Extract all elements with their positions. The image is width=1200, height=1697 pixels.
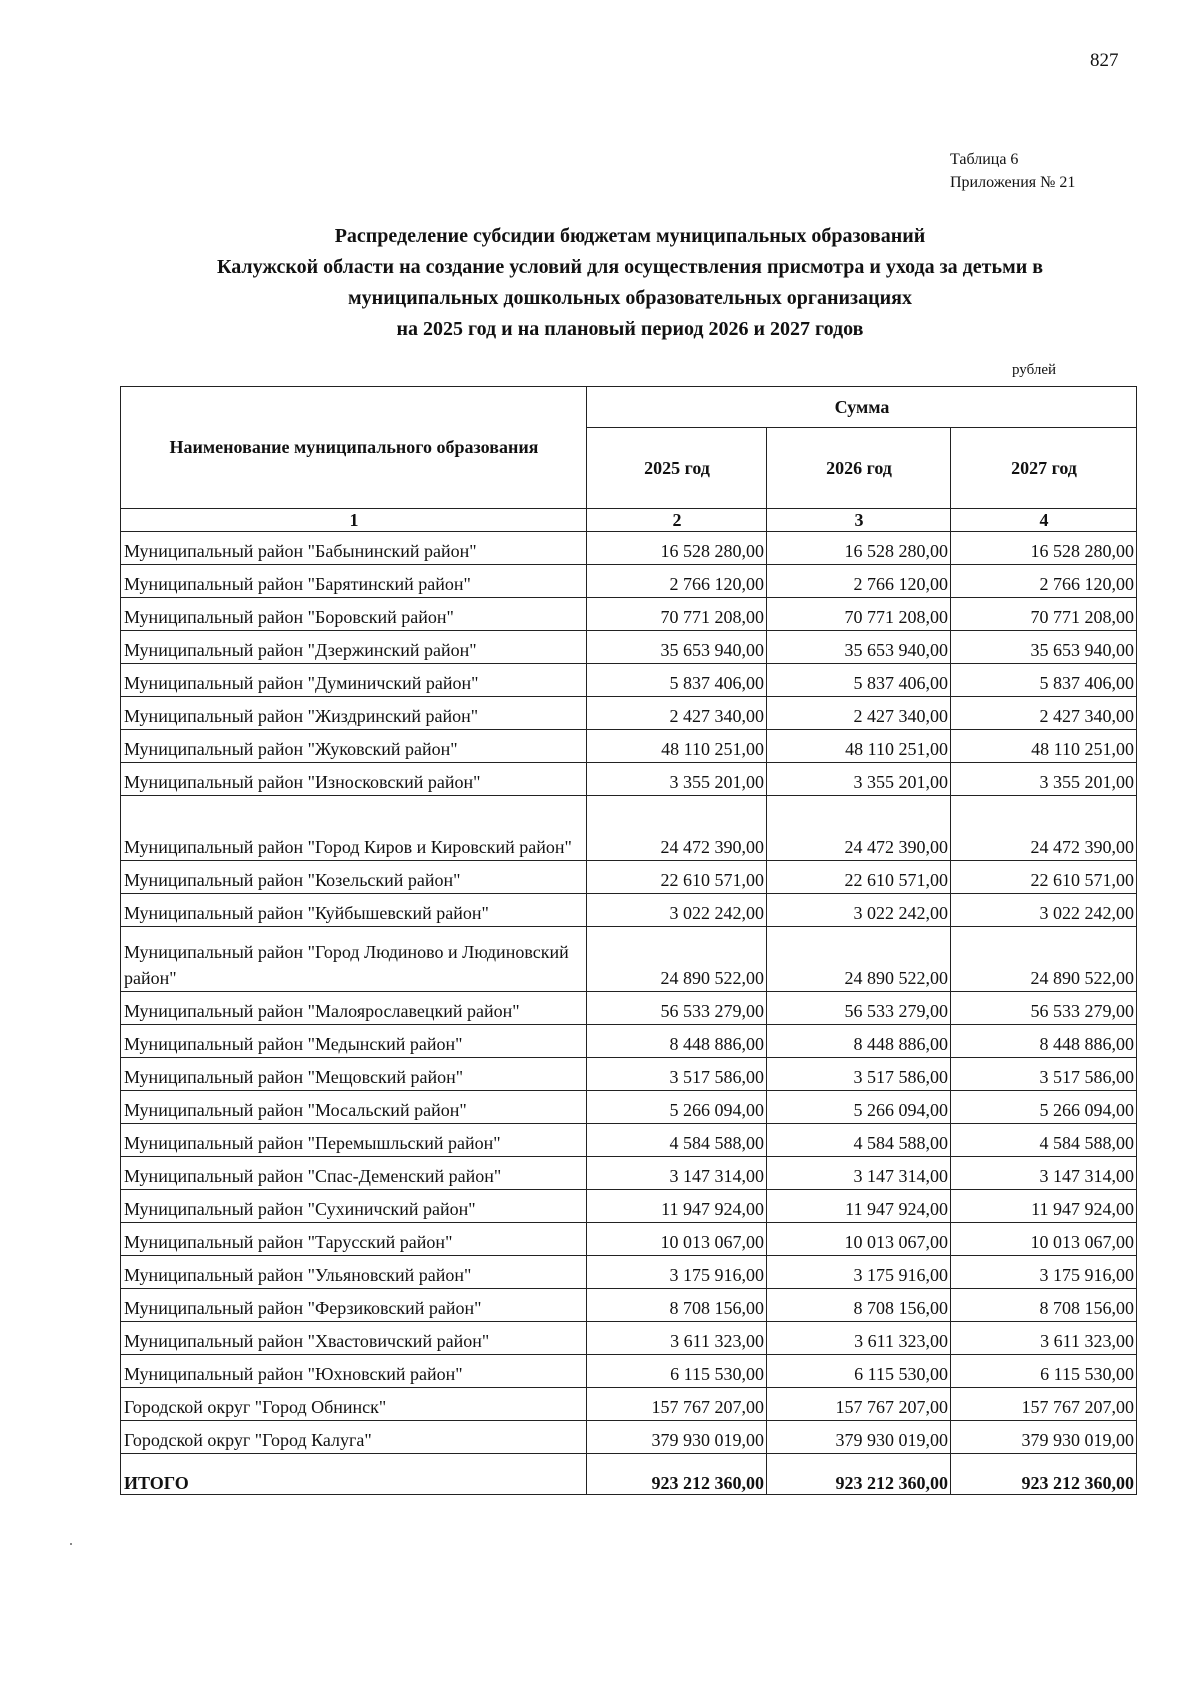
table-row (121, 1223, 1137, 1256)
table-row (121, 861, 1137, 894)
amount-2025: 3 175 916,00 (587, 1256, 767, 1289)
municipality-name: Муниципальный район "Тарусский район" (121, 1223, 587, 1256)
table-row (121, 1256, 1137, 1289)
column-number: 3 (767, 509, 951, 532)
table-row (121, 1091, 1137, 1124)
amount-2026: 2 766 120,00 (767, 565, 951, 598)
table-row (121, 1124, 1137, 1157)
table-row (121, 1025, 1137, 1058)
amount-2026: 3 517 586,00 (767, 1058, 951, 1091)
table-body (121, 532, 1137, 1454)
amount-2025: 3 611 323,00 (587, 1322, 767, 1355)
amount-2027: 11 947 924,00 (951, 1190, 1137, 1223)
municipality-name: Муниципальный район "Барятинский район" (121, 565, 587, 598)
amount-2026: 11 947 924,00 (767, 1190, 951, 1223)
amount-2025: 3 147 314,00 (587, 1157, 767, 1190)
amount-2027: 16 528 280,00 (951, 532, 1137, 565)
amount-2027: 56 533 279,00 (951, 992, 1137, 1025)
amount-2026: 5 266 094,00 (767, 1091, 951, 1124)
table-row (121, 1388, 1137, 1421)
amount-2026: 35 653 940,00 (767, 631, 951, 664)
amount-2027: 5 837 406,00 (951, 664, 1137, 697)
amount-2027: 3 517 586,00 (951, 1058, 1137, 1091)
amount-2026: 3 147 314,00 (767, 1157, 951, 1190)
amount-2025: 2 766 120,00 (587, 565, 767, 598)
total-2026: 923 212 360,00 (767, 1454, 951, 1495)
column-number: 4 (951, 509, 1137, 532)
amount-2025: 24 890 522,00 (587, 927, 767, 992)
municipality-name: Муниципальный район "Мосальский район" (121, 1091, 587, 1124)
municipality-name: Муниципальный район "Юхновский район" (121, 1355, 587, 1388)
table-row (121, 532, 1137, 565)
amount-2025: 2 427 340,00 (587, 697, 767, 730)
municipality-name: Муниципальный район "Хвастовичский район" (121, 1322, 587, 1355)
table-row (121, 992, 1137, 1025)
column-number: 1 (121, 509, 587, 532)
municipality-name: Муниципальный район "Боровский район" (121, 598, 587, 631)
amount-2025: 3 517 586,00 (587, 1058, 767, 1091)
municipality-name: Муниципальный район "Думиничский район" (121, 664, 587, 697)
title-line-2: Калужской области на создание условий для осуществления присмотра и ухода за детьми в (216, 256, 1044, 278)
amount-2027: 3 355 201,00 (951, 763, 1137, 796)
amount-2025: 16 528 280,00 (587, 532, 767, 565)
table-row (121, 1322, 1137, 1355)
municipality-name: Муниципальный район "Мещовский район" (121, 1058, 587, 1091)
amount-2025: 4 584 588,00 (587, 1124, 767, 1157)
header-year-2027: 2027 год (951, 428, 1137, 509)
municipality-name: Муниципальный район "Перемышльский район" (121, 1124, 587, 1157)
amount-2025: 157 767 207,00 (587, 1388, 767, 1421)
amount-2025: 5 837 406,00 (587, 664, 767, 697)
amount-2025: 70 771 208,00 (587, 598, 767, 631)
amount-2025: 24 472 390,00 (587, 796, 767, 861)
municipality-name: Муниципальный район "Износковский район" (121, 763, 587, 796)
amount-2025: 379 930 019,00 (587, 1421, 767, 1454)
amount-2027: 35 653 940,00 (951, 631, 1137, 664)
subsidy-table (120, 386, 1137, 1495)
table-row (121, 565, 1137, 598)
table-row (121, 1157, 1137, 1190)
amount-2027: 70 771 208,00 (951, 598, 1137, 631)
municipality-name: Муниципальный район "Сухиничский район" (121, 1190, 587, 1223)
amount-2026: 56 533 279,00 (767, 992, 951, 1025)
amount-2025: 3 355 201,00 (587, 763, 767, 796)
document-title (120, 221, 1140, 345)
page-number: 827 (1090, 50, 1119, 71)
amount-2026: 157 767 207,00 (767, 1388, 951, 1421)
total-2025: 923 212 360,00 (587, 1454, 767, 1495)
amount-2025: 8 708 156,00 (587, 1289, 767, 1322)
amount-2027: 10 013 067,00 (951, 1223, 1137, 1256)
amount-2026: 24 472 390,00 (767, 796, 951, 861)
amount-2027: 5 266 094,00 (951, 1091, 1137, 1124)
amount-2026: 48 110 251,00 (767, 730, 951, 763)
table-row (121, 894, 1137, 927)
municipality-name: Муниципальный район "Куйбышевский район" (121, 894, 587, 927)
amount-2027: 157 767 207,00 (951, 1388, 1137, 1421)
header-sum: Сумма (587, 387, 1137, 428)
column-number: 2 (587, 509, 767, 532)
amount-2026: 4 584 588,00 (767, 1124, 951, 1157)
municipality-name: Муниципальный район "Ульяновский район" (121, 1256, 587, 1289)
table-row (121, 730, 1137, 763)
table-reference-line-2: Приложения № 21 (950, 174, 1076, 191)
amount-2026: 3 355 201,00 (767, 763, 951, 796)
amount-2027: 3 022 242,00 (951, 894, 1137, 927)
municipality-name: Муниципальный район "Спас-Деменский район" (121, 1157, 587, 1190)
amount-2027: 48 110 251,00 (951, 730, 1137, 763)
table-row (121, 697, 1137, 730)
amount-2027: 8 708 156,00 (951, 1289, 1137, 1322)
amount-2026: 8 448 886,00 (767, 1025, 951, 1058)
scan-speck (70, 1543, 72, 1545)
table-row (121, 1355, 1137, 1388)
title-line-4: на 2025 год и на плановый период 2026 и 2027 годов (396, 318, 864, 340)
amount-2025: 35 653 940,00 (587, 631, 767, 664)
amount-2025: 48 110 251,00 (587, 730, 767, 763)
total-2027: 923 212 360,00 (951, 1454, 1137, 1495)
municipality-name: Муниципальный район "Город Киров и Кировский район" (121, 796, 587, 861)
amount-2027: 2 766 120,00 (951, 565, 1137, 598)
amount-2027: 2 427 340,00 (951, 697, 1137, 730)
amount-2026: 6 115 530,00 (767, 1355, 951, 1388)
amount-2026: 3 022 242,00 (767, 894, 951, 927)
amount-2027: 3 175 916,00 (951, 1256, 1137, 1289)
amount-2027: 3 147 314,00 (951, 1157, 1137, 1190)
units-label: рублей (1012, 362, 1057, 378)
amount-2026: 379 930 019,00 (767, 1421, 951, 1454)
table-row (121, 631, 1137, 664)
total-row (121, 1454, 1137, 1495)
table-row (121, 1058, 1137, 1091)
amount-2025: 6 115 530,00 (587, 1355, 767, 1388)
amount-2027: 24 890 522,00 (951, 927, 1137, 992)
amount-2026: 8 708 156,00 (767, 1289, 951, 1322)
municipality-name: Городской округ "Город Калуга" (121, 1421, 587, 1454)
municipality-name: Муниципальный район "Козельский район" (121, 861, 587, 894)
amount-2025: 11 947 924,00 (587, 1190, 767, 1223)
amount-2027: 3 611 323,00 (951, 1322, 1137, 1355)
amount-2026: 10 013 067,00 (767, 1223, 951, 1256)
table-row (121, 1289, 1137, 1322)
table-row (121, 664, 1137, 697)
title-line-1: Распределение субсидии бюджетам муниципальных образований (334, 225, 926, 247)
header-year-2026: 2026 год (767, 428, 951, 509)
amount-2026: 16 528 280,00 (767, 532, 951, 565)
amount-2026: 3 175 916,00 (767, 1256, 951, 1289)
municipality-name: Муниципальный район "Бабынинский район" (121, 532, 587, 565)
table-row (121, 1190, 1137, 1223)
amount-2025: 10 013 067,00 (587, 1223, 767, 1256)
table-reference-line-1: Таблица 6 (950, 151, 1019, 168)
total-label: ИТОГО (121, 1454, 587, 1495)
municipality-name: Муниципальный район "Жиздринский район" (121, 697, 587, 730)
amount-2027: 8 448 886,00 (951, 1025, 1137, 1058)
municipality-name: Муниципальный район "Город Людиново и Людиновский район" (121, 927, 587, 992)
header-name: Наименование муниципального образования (121, 387, 587, 509)
municipality-name: Муниципальный район "Медынский район" (121, 1025, 587, 1058)
table-reference (950, 148, 1075, 194)
amount-2026: 22 610 571,00 (767, 861, 951, 894)
amount-2025: 5 266 094,00 (587, 1091, 767, 1124)
municipality-name: Муниципальный район "Жуковский район" (121, 730, 587, 763)
header-year-2025: 2025 год (587, 428, 767, 509)
amount-2025: 56 533 279,00 (587, 992, 767, 1025)
table-row (121, 927, 1137, 992)
table-row (121, 763, 1137, 796)
municipality-name: Муниципальный район "Малоярославецкий район" (121, 992, 587, 1025)
amount-2027: 22 610 571,00 (951, 861, 1137, 894)
municipality-name: Муниципальный район "Дзержинский район" (121, 631, 587, 664)
municipality-name: Городской округ "Город Обнинск" (121, 1388, 587, 1421)
amount-2026: 3 611 323,00 (767, 1322, 951, 1355)
amount-2026: 5 837 406,00 (767, 664, 951, 697)
table-row (121, 796, 1137, 861)
table-row (121, 1421, 1137, 1454)
municipality-name: Муниципальный район "Ферзиковский район" (121, 1289, 587, 1322)
amount-2025: 8 448 886,00 (587, 1025, 767, 1058)
amount-2027: 24 472 390,00 (951, 796, 1137, 861)
amount-2027: 4 584 588,00 (951, 1124, 1137, 1157)
amount-2025: 3 022 242,00 (587, 894, 767, 927)
amount-2025: 22 610 571,00 (587, 861, 767, 894)
amount-2027: 6 115 530,00 (951, 1355, 1137, 1388)
amount-2027: 379 930 019,00 (951, 1421, 1137, 1454)
amount-2026: 70 771 208,00 (767, 598, 951, 631)
amount-2026: 2 427 340,00 (767, 697, 951, 730)
table-row (121, 598, 1137, 631)
title-line-3: муниципальных дошкольных образовательных организациях (348, 287, 912, 309)
amount-2026: 24 890 522,00 (767, 927, 951, 992)
